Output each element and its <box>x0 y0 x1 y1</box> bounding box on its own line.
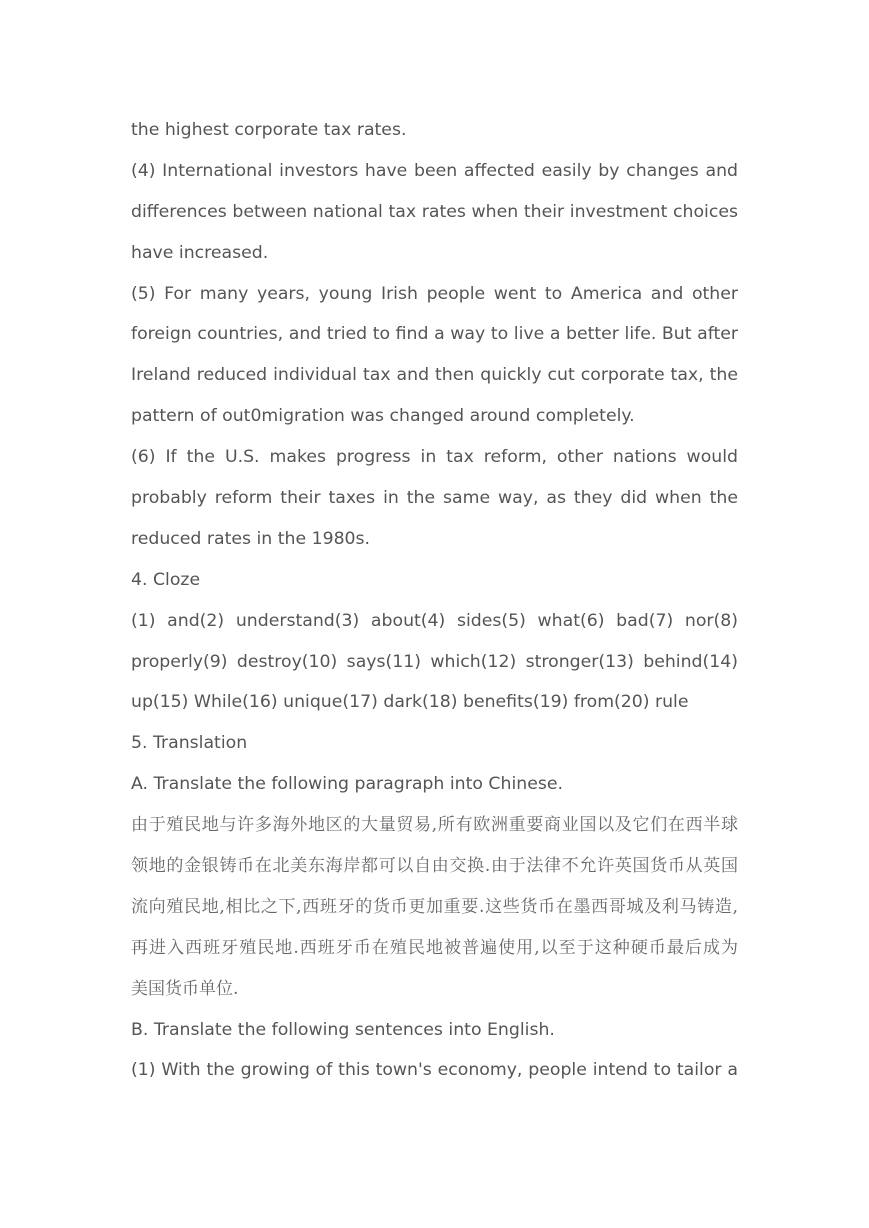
text-line: (4) International investors have been affected easily by changes and <box>131 160 738 181</box>
text-line: properly(9) destroy(10) says(11) which(12) stronger(13) behind(14) <box>131 651 738 672</box>
section-heading: 5. Translation <box>131 733 248 754</box>
text-line: foreign countries, and tried to find a way to live a better life. But after <box>131 324 738 345</box>
chinese-text-line: 流向殖民地,相比之下,西班牙的货币更加重要.这些货币在墨西哥城及利马铸造, <box>131 896 738 917</box>
text-line: pattern of out0migration was changed around completely. <box>131 406 635 427</box>
section-heading: 4. Cloze <box>131 569 201 590</box>
text-line: (5) For many years, young Irish people went to America and other <box>131 283 738 304</box>
text-line: (1) and(2) understand(3) about(4) sides(5) what(6) bad(7) nor(8) <box>131 610 738 631</box>
subsection-heading: B. Translate the following sentences into English. <box>131 1019 555 1040</box>
text-line: reduced rates in the 1980s. <box>131 528 371 549</box>
document-page <box>131 110 738 1091</box>
text-line: the highest corporate tax rates. <box>131 120 407 140</box>
text-line: probably reform their taxes in the same way, as they did when the <box>131 488 738 509</box>
text-line: differences between national tax rates when their investment choices <box>131 201 738 222</box>
chinese-text-line: 美国货币单位. <box>131 978 239 999</box>
chinese-text-line: 由于殖民地与许多海外地区的大量贸易,所有欧洲重要商业国以及它们在西半球 <box>131 815 738 836</box>
chinese-text-line: 领地的金银铸币在北美东海岸都可以自由交换.由于法律不允许英国货币从英国 <box>131 856 738 877</box>
chinese-text-line: 再进入西班牙殖民地.西班牙币在殖民地被普遍使用,以至于这种硬币最后成为 <box>131 937 738 958</box>
text-line: up(15) While(16) unique(17) dark(18) benefits(19) from(20) rule <box>131 692 689 713</box>
subsection-heading: A. Translate the following paragraph into Chinese. <box>131 774 563 795</box>
text-line: have increased. <box>131 242 269 263</box>
text-line: Ireland reduced individual tax and then quickly cut corporate tax, the <box>131 365 738 386</box>
text-line: (1) With the growing of this town's economy, people intend to tailor a <box>131 1060 738 1081</box>
text-line: (6) If the U.S. makes progress in tax reform, other nations would <box>131 447 738 468</box>
